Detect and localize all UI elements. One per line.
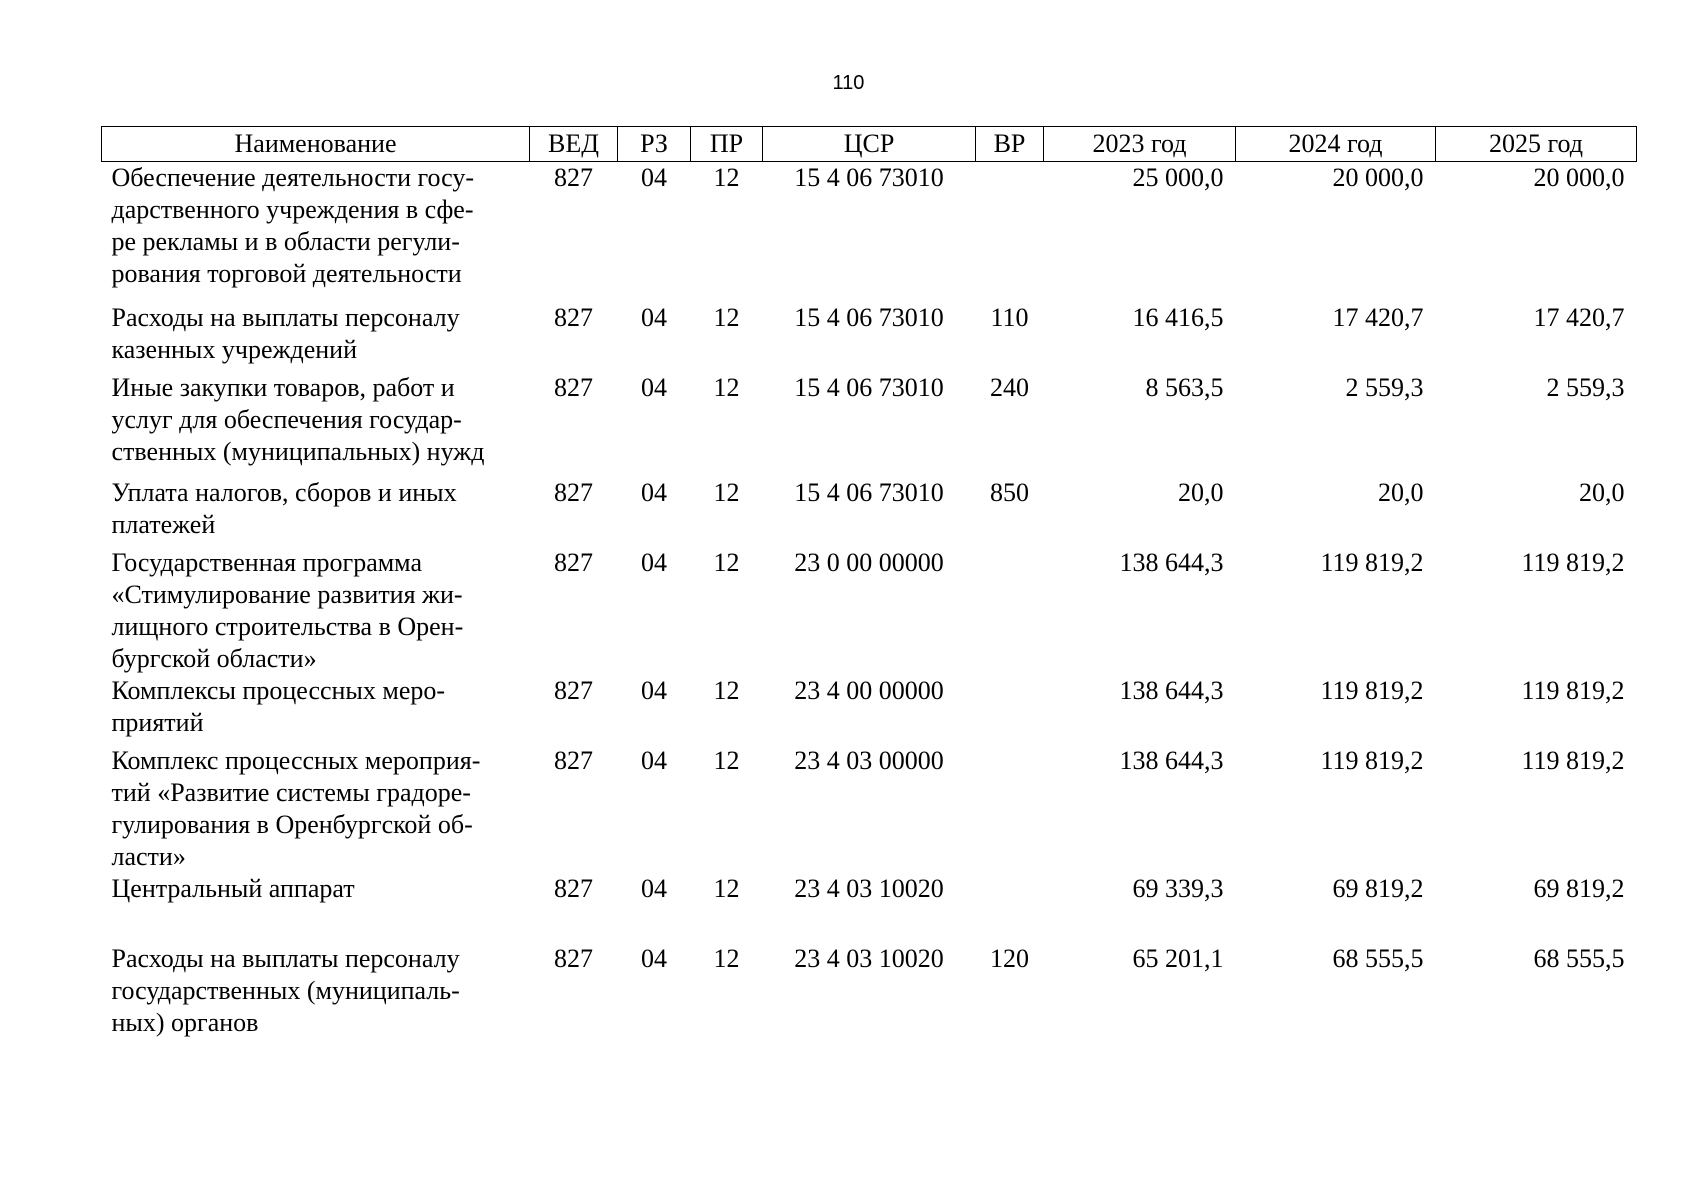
table-row xyxy=(102,477,1637,547)
row-2025: 17 420,7 xyxy=(1533,302,1625,332)
row-name xyxy=(102,873,530,943)
row-name-line: Комплекс процессных мероприя- xyxy=(111,745,481,775)
row-vr xyxy=(976,745,1044,873)
row-2024: 69 819,2 xyxy=(1332,873,1424,903)
row-vr: 240 xyxy=(990,372,1029,402)
row-vr xyxy=(976,675,1044,745)
row-name-line: лищного строительства в Орен- xyxy=(111,611,464,641)
page-number: 110 xyxy=(832,72,865,94)
row-ved: 827 xyxy=(554,547,593,577)
row-2023: 16 416,5 xyxy=(1132,302,1224,332)
row-ved: 827 xyxy=(554,163,593,192)
row-rz: 04 xyxy=(641,745,667,775)
row-name xyxy=(102,162,530,302)
row-name-line: ласти» xyxy=(111,841,186,871)
row-2024: 68 555,5 xyxy=(1332,943,1424,973)
row-2023: 8 563,5 xyxy=(1145,372,1224,402)
row-name-line: дарственного учреждения в сфе- xyxy=(111,195,474,224)
table-row xyxy=(102,547,1637,675)
row-ved: 827 xyxy=(554,302,593,332)
row-rz: 04 xyxy=(641,547,667,577)
row-csr: 23 4 03 00000 xyxy=(794,745,944,775)
row-ved: 827 xyxy=(554,675,593,705)
row-2025: 68 555,5 xyxy=(1533,943,1625,973)
row-name-line: рования торговой деятельности xyxy=(111,259,462,288)
row-name xyxy=(102,302,530,372)
row-name-line: Уплата налогов, сборов и иных xyxy=(111,477,457,507)
header-2024: 2024 год xyxy=(1236,127,1436,162)
row-2023: 65 201,1 xyxy=(1132,943,1224,973)
table-row xyxy=(102,162,1637,302)
row-2025: 2 559,3 xyxy=(1546,372,1625,402)
header-2023: 2023 год xyxy=(1044,127,1236,162)
row-vr xyxy=(976,162,1044,302)
row-name-line: тий «Развитие системы градоре- xyxy=(111,777,471,807)
row-name-line: «Стимулирование развития жи- xyxy=(111,579,463,609)
row-pr: 12 xyxy=(713,873,740,903)
row-name-line: гулирования в Оренбургской об- xyxy=(111,809,473,839)
row-vr xyxy=(976,873,1044,943)
row-pr: 12 xyxy=(713,547,740,577)
table-row xyxy=(102,372,1637,477)
row-rz: 04 xyxy=(641,302,667,332)
header-name: Наименование xyxy=(102,127,530,162)
row-2025: 20,0 xyxy=(1579,477,1625,507)
row-name-line: Комплексы процессных меро- xyxy=(111,675,446,705)
header-2025: 2025 год xyxy=(1436,127,1637,162)
header-csr: ЦСР xyxy=(763,127,976,162)
table-row xyxy=(102,302,1637,372)
row-rz: 04 xyxy=(641,943,667,973)
row-csr: 23 4 00 00000 xyxy=(794,675,944,705)
header-rz: РЗ xyxy=(618,127,691,162)
row-name-line: приятий xyxy=(111,707,204,737)
row-pr: 12 xyxy=(713,372,740,402)
table-row xyxy=(102,675,1637,745)
row-rz: 04 xyxy=(641,873,667,903)
row-name-line: ственных (муниципальных) нужд xyxy=(111,436,485,466)
table-header-row xyxy=(102,127,1637,162)
row-2025: 69 819,2 xyxy=(1533,873,1625,903)
row-ved: 827 xyxy=(554,372,593,402)
row-2025: 20 000,0 xyxy=(1533,163,1625,192)
row-2025: 119 819,2 xyxy=(1521,745,1625,775)
row-2023: 138 644,3 xyxy=(1119,547,1224,577)
row-name xyxy=(102,547,530,675)
row-name-line: государственных (муниципаль- xyxy=(111,975,460,1005)
row-csr: 15 4 06 73010 xyxy=(794,477,944,507)
row-2023: 138 644,3 xyxy=(1119,675,1224,705)
row-name-line: ных) органов xyxy=(111,1007,259,1037)
header-pr: ПР xyxy=(691,127,763,162)
header-ved: ВЕД xyxy=(530,127,618,162)
row-vr: 120 xyxy=(990,943,1029,973)
row-2024: 119 819,2 xyxy=(1320,547,1424,577)
row-csr: 15 4 06 73010 xyxy=(794,163,944,192)
row-csr: 15 4 06 73010 xyxy=(794,372,944,402)
row-pr: 12 xyxy=(713,477,740,507)
row-name-line: казенных учреждений xyxy=(111,334,357,364)
row-name-line: ре рекламы и в области регули- xyxy=(111,227,460,256)
row-2024: 20,0 xyxy=(1378,477,1424,507)
row-name-line: Центральный аппарат xyxy=(111,873,355,903)
row-vr xyxy=(976,547,1044,675)
row-name-line: Государственная программа xyxy=(111,547,423,577)
row-vr: 110 xyxy=(990,302,1029,332)
row-vr: 850 xyxy=(990,477,1029,507)
row-2024: 17 420,7 xyxy=(1332,302,1424,332)
table-row xyxy=(102,943,1637,1043)
row-rz: 04 xyxy=(641,372,667,402)
budget-table xyxy=(101,126,1637,1043)
row-csr: 15 4 06 73010 xyxy=(794,302,944,332)
row-2023: 69 339,3 xyxy=(1132,873,1224,903)
row-name xyxy=(102,477,530,547)
row-2024: 119 819,2 xyxy=(1320,745,1424,775)
row-2024: 20 000,0 xyxy=(1332,163,1424,192)
row-pr: 12 xyxy=(713,745,740,775)
row-rz: 04 xyxy=(641,675,667,705)
row-pr: 12 xyxy=(713,943,740,973)
row-2023: 138 644,3 xyxy=(1119,745,1224,775)
row-name-line: платежей xyxy=(111,509,216,539)
row-name-line: Расходы на выплаты персоналу xyxy=(111,943,460,973)
row-pr: 12 xyxy=(713,675,740,705)
row-name-line: бургской области» xyxy=(111,643,317,673)
row-pr: 12 xyxy=(713,163,740,192)
header-vr: ВР xyxy=(976,127,1044,162)
row-ved: 827 xyxy=(554,943,593,973)
row-pr: 12 xyxy=(713,302,740,332)
row-name-line: Иные закупки товаров, работ и xyxy=(111,372,455,402)
row-ved: 827 xyxy=(554,745,593,775)
table-row xyxy=(102,745,1637,873)
table-row xyxy=(102,873,1637,943)
row-name-line: услуг для обеспечения государ- xyxy=(111,404,462,434)
row-name-line: Обеспечение деятельности госу- xyxy=(111,163,475,192)
row-csr: 23 4 03 10020 xyxy=(794,943,944,973)
row-2023: 25 000,0 xyxy=(1132,163,1224,192)
row-name xyxy=(102,943,530,1043)
row-name xyxy=(102,675,530,745)
row-ved: 827 xyxy=(554,873,593,903)
row-csr: 23 4 03 10020 xyxy=(794,873,944,903)
row-name xyxy=(102,372,530,477)
row-2023: 20,0 xyxy=(1178,477,1224,507)
row-rz: 04 xyxy=(641,163,667,192)
row-csr: 23 0 00 00000 xyxy=(794,547,944,577)
row-2024: 2 559,3 xyxy=(1345,372,1424,402)
row-name-line: Расходы на выплаты персоналу xyxy=(111,302,460,332)
row-2024: 119 819,2 xyxy=(1320,675,1424,705)
row-name xyxy=(102,745,530,873)
row-ved: 827 xyxy=(554,477,593,507)
table-body xyxy=(102,162,1637,1043)
row-2025: 119 819,2 xyxy=(1521,547,1625,577)
row-2025: 119 819,2 xyxy=(1521,675,1625,705)
row-rz: 04 xyxy=(641,477,667,507)
